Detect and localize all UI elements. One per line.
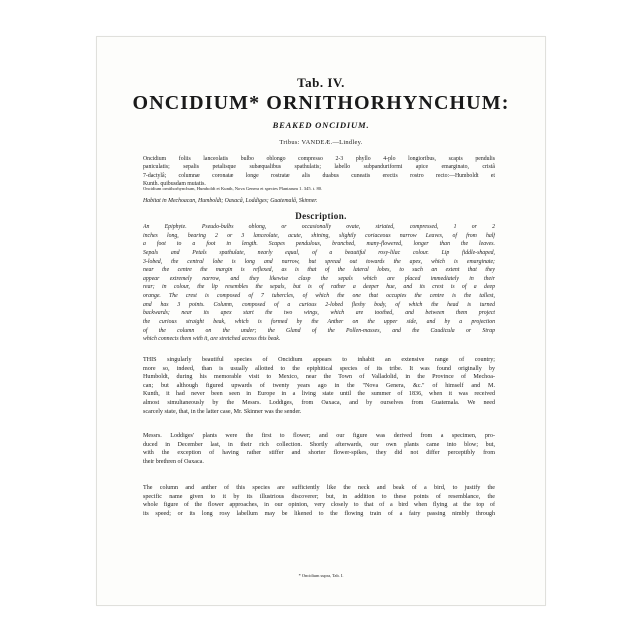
text-line: which connects them with it, are stretched across this beak. [143,336,281,343]
text-line: can; but although figured upwards of twenty years ago in the "Nova Genera, &c." of himself and M. [143,382,495,389]
text-line: almost simultaneously by the Messrs. Loddiges, from Oaxaca, and by ourselves from Guatemala. We need [143,399,495,406]
text-line: scarcely state, that, in the latter case, Mr. Skinner was the sender. [143,408,302,415]
text-line: paniculatis; sepalis petalisque subæqualibus spathulatis; labello subpanduriformi apice emarginato, cristâ [143,164,495,171]
reference-line [143,185,495,193]
text-line: THIS singularly beautiful species of Oncidium appears to inhabit an extensive range of country; [143,357,495,363]
text-line: 7-dactylâ; columnæ coronatæ longe rostratæ alis duabus cuneatis erectis rostro recto:—Humboldt et [143,172,495,179]
body-paragraph-2 [143,432,495,466]
text-line: Sepals and Petals spathulate, nearly equal, of a beautiful rosy-lilac colour. Lip fiddle-shaped, [143,249,495,256]
document-page [96,36,546,606]
body-paragraph-1 [143,356,495,416]
text-line: Oncidium foliis lanceolatis bulbo oblongo compresso 2-3 phyllo 4-plo longioribus, scapis pendulis [143,156,495,162]
text-line: and has 3 points. Column, composed of a curious 2-lobed fleshy body, of which the head is turned [143,301,495,308]
text-line: 3-lobed, the central lobe is long and narrow, but spread out towards the apex, which is emarginate; [143,258,495,265]
text-line: its speed; or its long rosy labellum may be likened to the flowing train of a fairy passing nimbly through [143,510,495,517]
text-line: Messrs. Loddiges' plants were the first to flower; and our figure was derived from a specimen, pro- [143,433,495,439]
text-line: The column and anther of this species are sufficiently like the neck and beak of a bird, to justify the [143,485,495,491]
body-paragraph-3 [143,484,495,518]
description-body [143,223,495,344]
text-line: Habitat in Mechoacan, Humboldt; Oaxacâ, Loddiges; Guatemalâ, Skinner. [143,198,318,204]
text-line: inches long, bearing 2 or 3 lanceolate, acute, shining, slightly coriaceous narrow Leaves, of from half [143,232,495,239]
text-line: orange. The crest is composed of 7 tubercles, of which the one that occupies the centre is the tallest, [143,293,495,300]
text-line: of the column on the under; the Gland of the Pollen-masses, and the Caudicula or Strap [143,327,495,334]
text-line: specific name given to it by its illustrious discoverer; but, in addition to these points of resemblance, the [143,493,495,500]
text-line: duced in December last, in their rich collection. Shortly afterwards, our own plants came into blow; but, [143,441,495,448]
text-line: Oncidium ornithorhynchum, Humboldt et Kunth, Nova Genera et species Plantarum 1. 345. t. 80. [143,186,323,191]
page-subtitle: BEAKED ONCIDIUM. [272,120,370,130]
text-line: Kunth. quibusdam mutatis. [143,181,206,188]
footnote: * Oncidium supra, Tab. I. [298,573,344,578]
plate-number: Tab. IV. [297,75,345,90]
text-line: near the centre the margin is reflexed, as is that of the lateral lobes, to such an extent that they [143,267,495,274]
text-line: Kunth, it had never been seen in Europe in a living state until the summer of 1836, when it was received [143,391,495,398]
text-line: a foot to a foot in length. Scapes pendulous, branched, many-flowered, longer than the leaves. [143,241,495,248]
text-line: the curious straight beak, which is formed by the Anther on the upper side, and by a projection [143,319,495,326]
habitat-line [143,197,495,205]
text-line: rear; in colour, the lip resembles the sepals, but is of rather a deeper hue, and its crest is of a deep [143,284,495,291]
text-line: more so, indeed, than is usually allotted to the epiphitical species of its tribe. It was found originally by [143,365,495,372]
tribus-line: Tribus: VANDEÆ.—Lindley. [279,139,363,146]
text-line: appear extremely narrow, and they likewise clasp the sepals which are placed immediately in their [143,275,495,282]
page-title: ONCIDIUM* ORNITHORHYNCHUM: [132,92,510,114]
description-heading: Description. [295,211,347,221]
text-line: backwards; near its apex start the two wings, which are toothed, and between them project [143,310,495,317]
text-line: Humboldt, during his memorable visit to Mexico, near the Town of Valladolid, in the Province of Mechoa- [143,374,495,381]
text-line: with the exception of having rather stiffer and shorter flower-spikes, they did not differ perceptibly from [143,450,495,457]
text-line: An Epiphyte. Pseudo-bulbs oblong, or occasionally ovate, striated, compressed, 1 or 2 [143,224,495,230]
text-line: whole figure of the flower approaches, in our opinion, very closely to that of a bird when flying at the top of [143,502,495,509]
text-line: their brethren of Oaxaca. [143,458,204,465]
latin-diagnosis [143,155,495,188]
